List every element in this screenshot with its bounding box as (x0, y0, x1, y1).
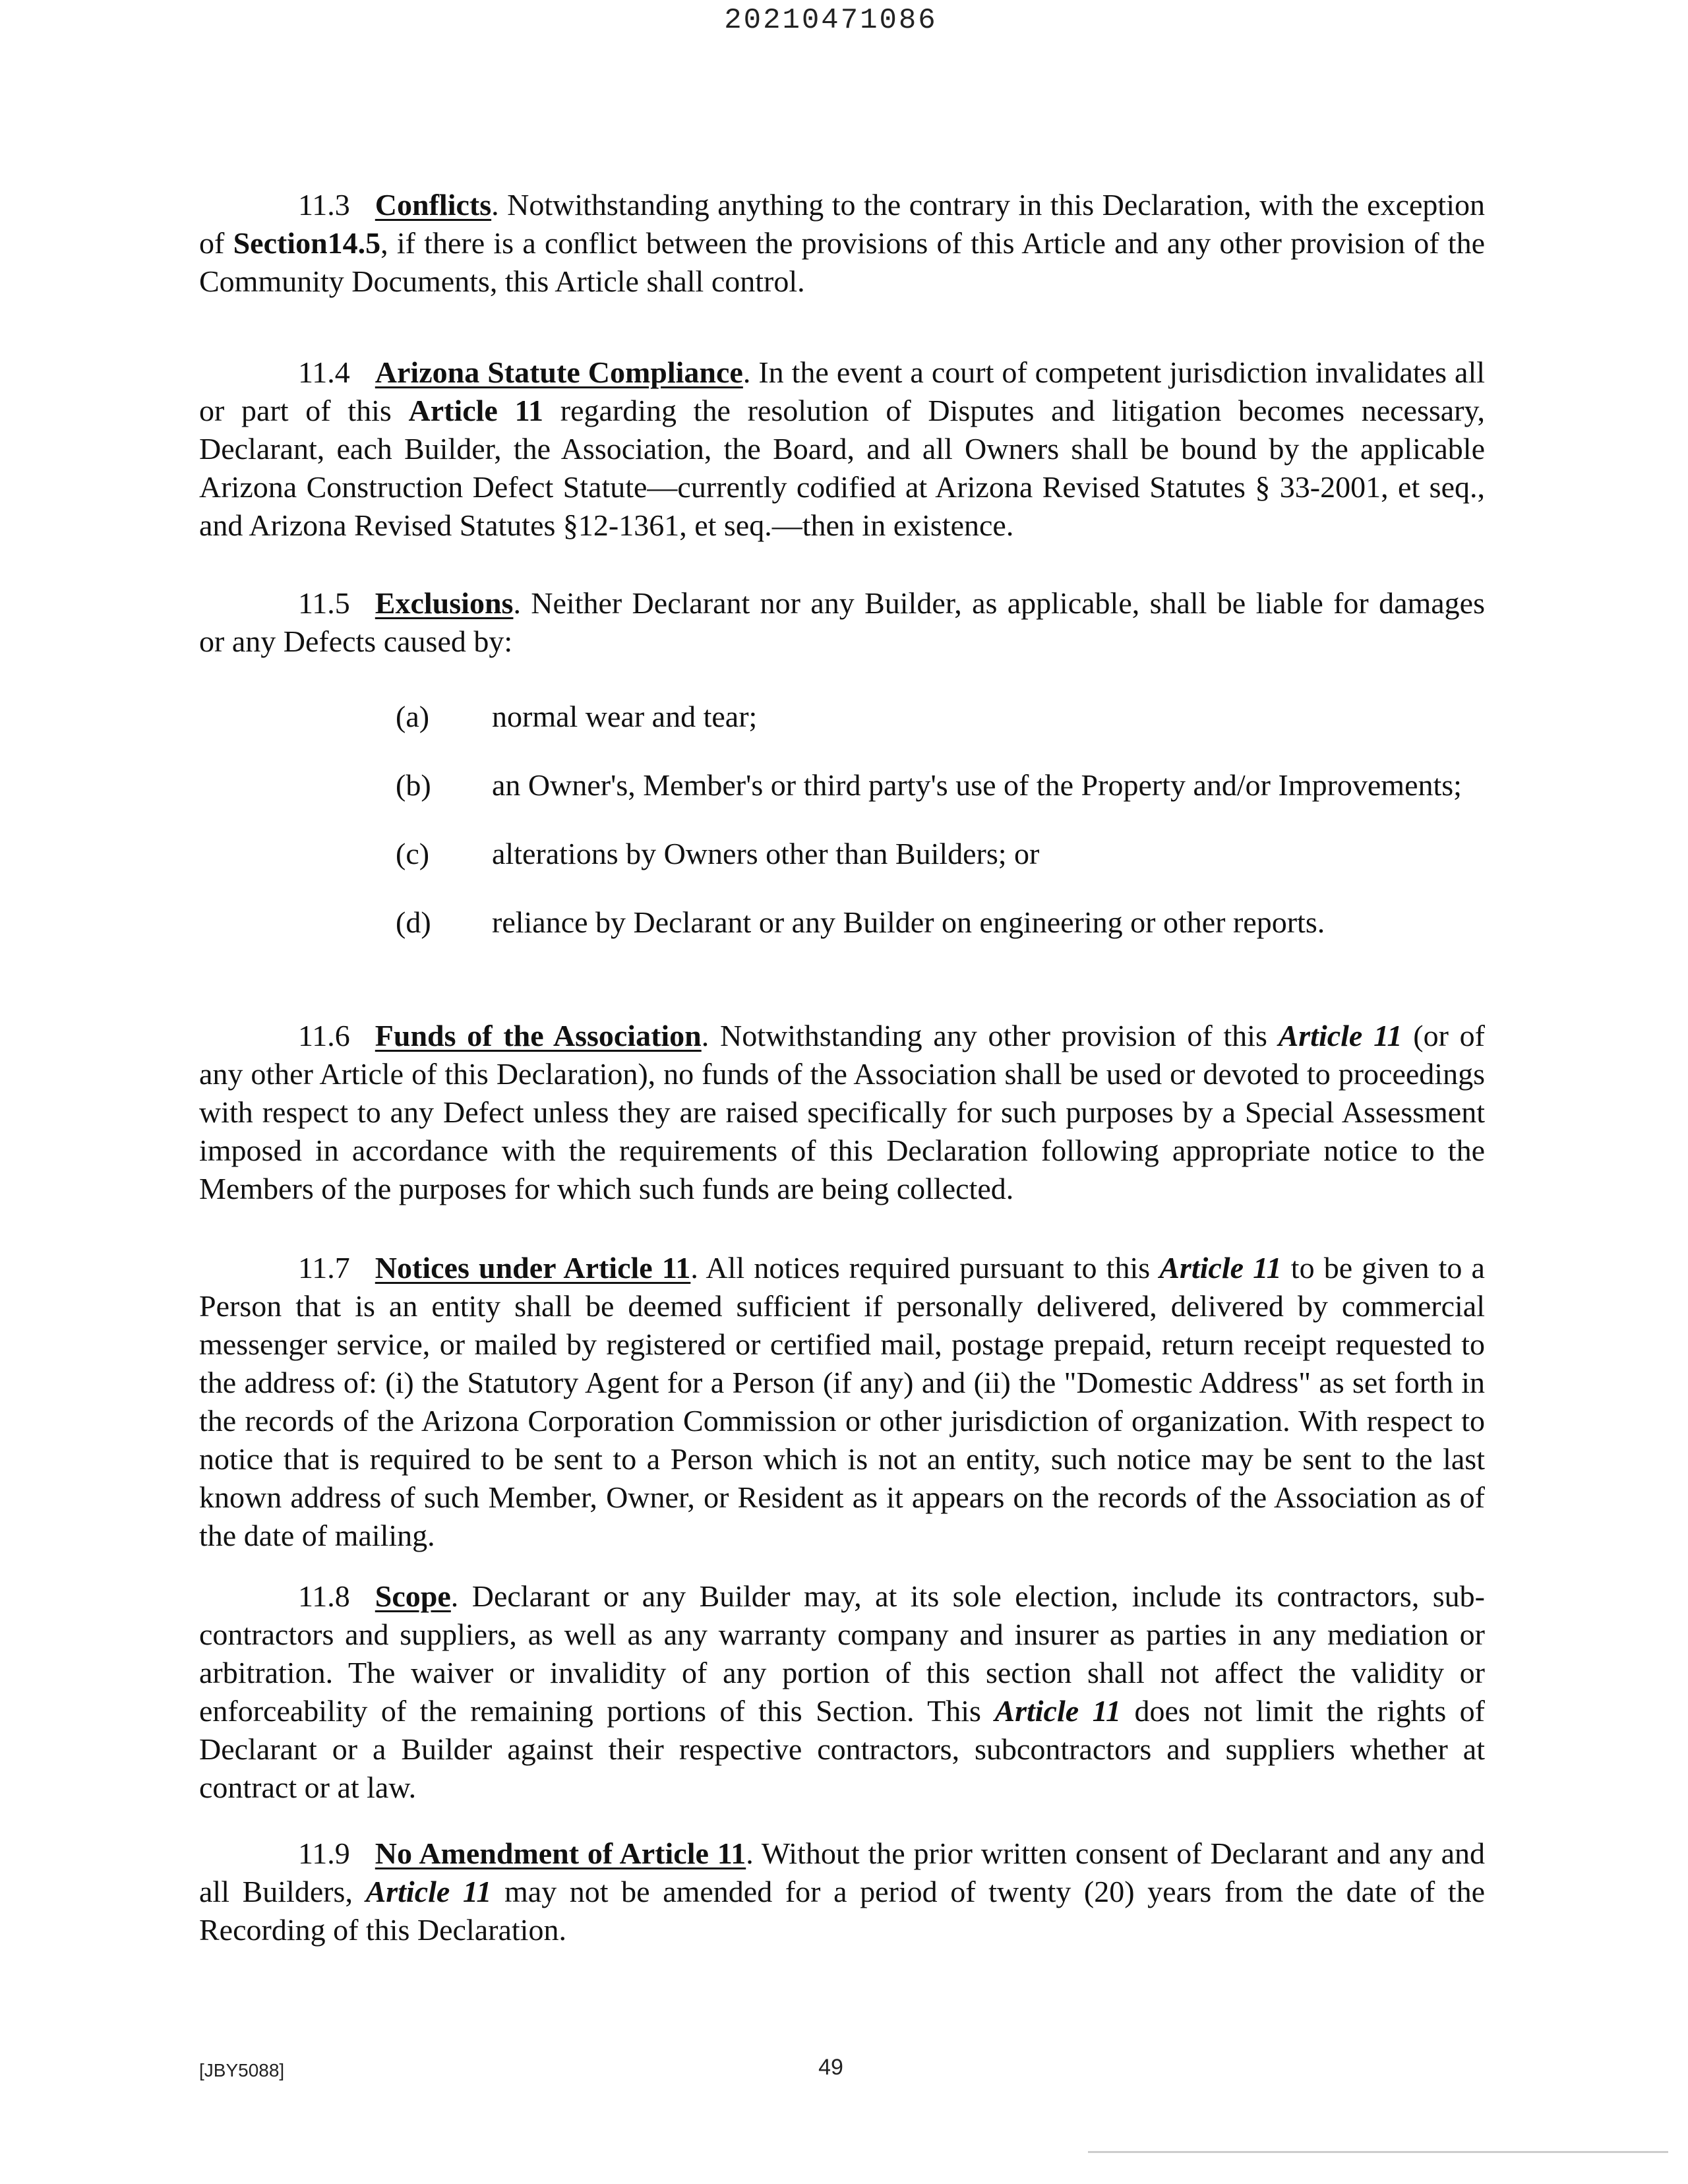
section-11-6 (199, 1017, 1485, 1208)
section-number: 11.5 (298, 586, 350, 620)
section-11-4 (199, 353, 1485, 545)
section-heading: Funds of the Association (375, 1019, 702, 1052)
list-item-text: alterations by Owners other than Builders; or (492, 837, 1040, 870)
scan-artifact-line (1088, 2151, 1668, 2153)
list-item (396, 766, 1484, 804)
section-text: . Without the prior written consent of Declarant and any and all Builders, (199, 1836, 1485, 1908)
section-text: . Declarant or any Builder may, at its sole election, include its contractors, sub-contractors and suppliers, as well as any warranty company and insurer as parties in any mediation or arbitration. The waiver or invalidity of any portion of this section shall not affect the validity or enforceability of the remaining portions of this Section. This (199, 1579, 1485, 1728)
section-number: 11.6 (298, 1019, 350, 1052)
section-number: 11.9 (298, 1836, 350, 1870)
exclusions-list (396, 698, 1484, 972)
section-11-9 (199, 1835, 1485, 1949)
list-item (396, 698, 1484, 736)
section-text: . In the event a court of competent jurisdiction invalidates all or part of this (199, 355, 1486, 427)
section-text: . Notwithstanding anything to the contrary in this Declaration, with the exception of (199, 188, 1485, 260)
list-item (396, 835, 1484, 873)
list-item-label: (b) (396, 768, 431, 802)
section-text: . All notices required pursuant to this (690, 1251, 1160, 1285)
section-11-8 (199, 1577, 1485, 1807)
section-reference: Article 11 (994, 1694, 1122, 1728)
section-text: (or of any other Article of this Declaration), no funds of the Association shall be used or devoted to proceedings with respect to any Defect unless they are raised specifically for such purposes by a Special Assessment imposed in accordance with the requirements of this Declaration following appropriate notice to the Members of the purposes for which such funds are being collected. (199, 1019, 1485, 1205)
document-number: 20210471086 (724, 4, 938, 37)
section-text: regarding the resolution of Disputes and litigation becomes necessary, Declarant, each Builder, the Association, the Board, and all Owners shall be bound by the applicable Arizona Construction Defect Statute—currently codified at Arizona Revised Statutes § 33-2001, et seq., and Arizona Revised Statutes §12-1361, et seq.—then in existence. (199, 394, 1485, 542)
list-item-text: an Owner's, Member's or third party's use of the Property and/or Improvements; (492, 768, 1462, 802)
list-item-text: reliance by Declarant or any Builder on engineering or other reports. (492, 905, 1325, 939)
section-number: 11.7 (298, 1251, 350, 1285)
section-number: 11.8 (298, 1579, 350, 1613)
section-heading: No Amendment of Article 11 (375, 1836, 746, 1870)
section-text: may not be amended for a period of twenty (20) years from the date of the Recording of this Declaration. (199, 1875, 1485, 1947)
section-text: . Neither Declarant nor any Builder, as applicable, shall be liable for damages or any Defects caused by: (199, 586, 1485, 658)
section-11-3 (199, 186, 1485, 301)
section-heading: Conflicts (375, 188, 492, 222)
section-reference: Section14.5 (233, 226, 381, 260)
section-text: does not limit the rights of Declarant or a Builder against their respective contractors, subcontractors and suppliers whether at contract or at law. (199, 1694, 1486, 1804)
section-11-7 (199, 1249, 1485, 1555)
list-item-label: (c) (396, 837, 430, 870)
section-reference: Article 11 (408, 394, 544, 427)
list-item-label: (a) (396, 700, 430, 733)
section-reference: Article 11 (1159, 1251, 1282, 1285)
section-heading: Notices under Article 11 (375, 1251, 691, 1285)
list-item (396, 903, 1484, 942)
section-number: 11.4 (298, 355, 350, 389)
section-reference: Article 11 (1278, 1019, 1402, 1052)
section-heading: Exclusions (375, 586, 514, 620)
section-number: 11.3 (298, 188, 350, 222)
section-heading: Arizona Statute Compliance (375, 355, 743, 389)
section-text: . Notwithstanding any other provision of this (701, 1019, 1279, 1052)
list-item-text: normal wear and tear; (492, 700, 758, 733)
section-11-5 (199, 584, 1485, 661)
section-heading: Scope (375, 1579, 451, 1613)
section-text: , if there is a conflict between the provisions of this Article and any other provision of the Community Documents, this Article shall control. (199, 226, 1485, 298)
section-reference: Article 11 (365, 1875, 492, 1908)
section-text: to be given to a Person that is an entity shall be deemed sufficient if personally delivered, delivered by commercial messenger service, or mailed by registered or certified mail, postage prepaid, return receipt requested to the address of: (i) the Statutory Agent for a Person (if any) and (ii) the "Domestic Address" as set forth in the records of the Arizona Corporation Commission or other jurisdiction of organization. With respect to notice that is required to be sent to a Person which is not an entity, such notice may be sent to the last known address of such Member, Owner, or Resident as it appears on the records of the Association as of the date of mailing. (199, 1251, 1485, 1552)
page-number: 49 (818, 2055, 843, 2080)
footer-document-code: [JBY5088] (199, 2060, 285, 2080)
list-item-label: (d) (396, 905, 431, 939)
